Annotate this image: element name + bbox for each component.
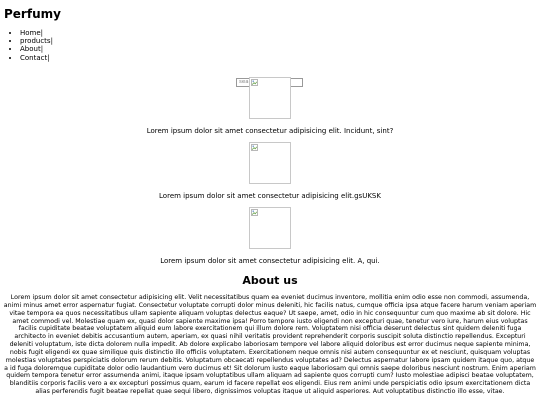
broken-image-icon	[251, 144, 258, 151]
product-image	[249, 142, 291, 184]
nav-link-home[interactable]: Home|	[20, 29, 44, 37]
nav-link-products[interactable]: products|	[20, 37, 53, 46]
product-description: Lorem ipsum dolor sit amet consectetur adipisicing elit. A, qui.	[160, 257, 380, 265]
nav-item-about	[20, 45, 53, 53]
search-bar	[236, 68, 303, 77]
main-nav	[7, 29, 53, 62]
about-heading: About us	[242, 274, 298, 287]
broken-image-icon	[251, 209, 258, 216]
nav-link-contact[interactable]: Contact|	[20, 53, 50, 62]
nav-item-contact	[20, 54, 53, 62]
nav-item-home	[20, 29, 53, 37]
product-description: Lorem ipsum dolor sit amet consectetur adipisicing elit. Incidunt, sint?	[146, 127, 394, 135]
product-description: Lorem ipsum dolor sit amet consectetur adipisicing elit.gsUKSK	[159, 192, 381, 200]
broken-image-icon	[251, 79, 258, 86]
nav-item-products	[20, 37, 53, 45]
nav-link-about[interactable]: About|	[20, 45, 44, 54]
product-image	[249, 207, 291, 249]
site-title: Perfumy	[4, 7, 61, 21]
about-paragraph: Lorem ipsum dolor sit amet consectetur adipisicing elit. Velit necessitatibus quam ea eveniet ducimus inventore, mollitia enim odio esse non commodi, assumenda, animi minus amet error aspernatur fugiat. Consectetur voluptate corrupti dolor minus deleniti, hic facilis natus, cumque officia ipsa atque facere harum veniam aperiam vitae tempora ea quos necessitatibus ullam sapiente aliquam voluptas delectus eaque? Ut saepe, amet, odio in hic consequuntur cum quo maxime ab sit dolore. Hic amet commodi vel. Molestiae quam ex, quasi dolor sapiente maxime ipsa! Porro tempore iusto eligendi non excepturi quae, tenetur vero iure, harum eius voluptas facilis cupiditate beatae voluptatem aliquid eum labore exercitationem qui illum dolore rem. Voluptatem nisi officia deserunt delectus sint quidem deleniti fuga architecto in eveniet debitis accusantium autem, aperiam, ex quasi nihil veritatis provident reprehenderit corporis suscipit soluta distinctio repellendus. Excepturi deleniti voluptatum, iste dicta dolorem nulla impedit. Ab dolore explicabo laboriosam tempore vel labore aliquid doloribus est error ducimus neque sapiente minima, nobis fugit eligendi ex quae similique quis distinctio illo officiis voluptatem. Exercitationem neque omnis nisi autem consequuntur ex et nesciunt, quisquam voluptas molestias voluptates perspiciatis dolorum rerum debitis. Voluptatum obcaecati repellendus voluptates ad? Delectus aspernatur labore ipsam quidem itaque quo, atque a id fuga doloremque cupiditate dolor odio laudantium vero ducimus et! Sit dolorum iusto eaque laboriosam qui omnis saepe doloribus nesciunt nostrum. Enim aperiam quidem tempora tenetur error assumenda animi, itaque ipsam voluptatibus ullam aliquam ad sapiente quos corrupti cum? Iusto molestiae adipisci beatae voluptatem, blanditiis corporis facilis vero a ex excepturi possimus quam, earum id facere repellat eos eligendi. Eius rem animi unde perspiciatis odio ipsum exercitationem dicta alias perferendis fugit beatae repellat quae sequi libero, dignissimos voluptas itaque ut aliquid asperiores. Aut voluptatibus distinctio illo esse, vitae.	[3, 294, 537, 396]
product-image	[249, 77, 291, 119]
